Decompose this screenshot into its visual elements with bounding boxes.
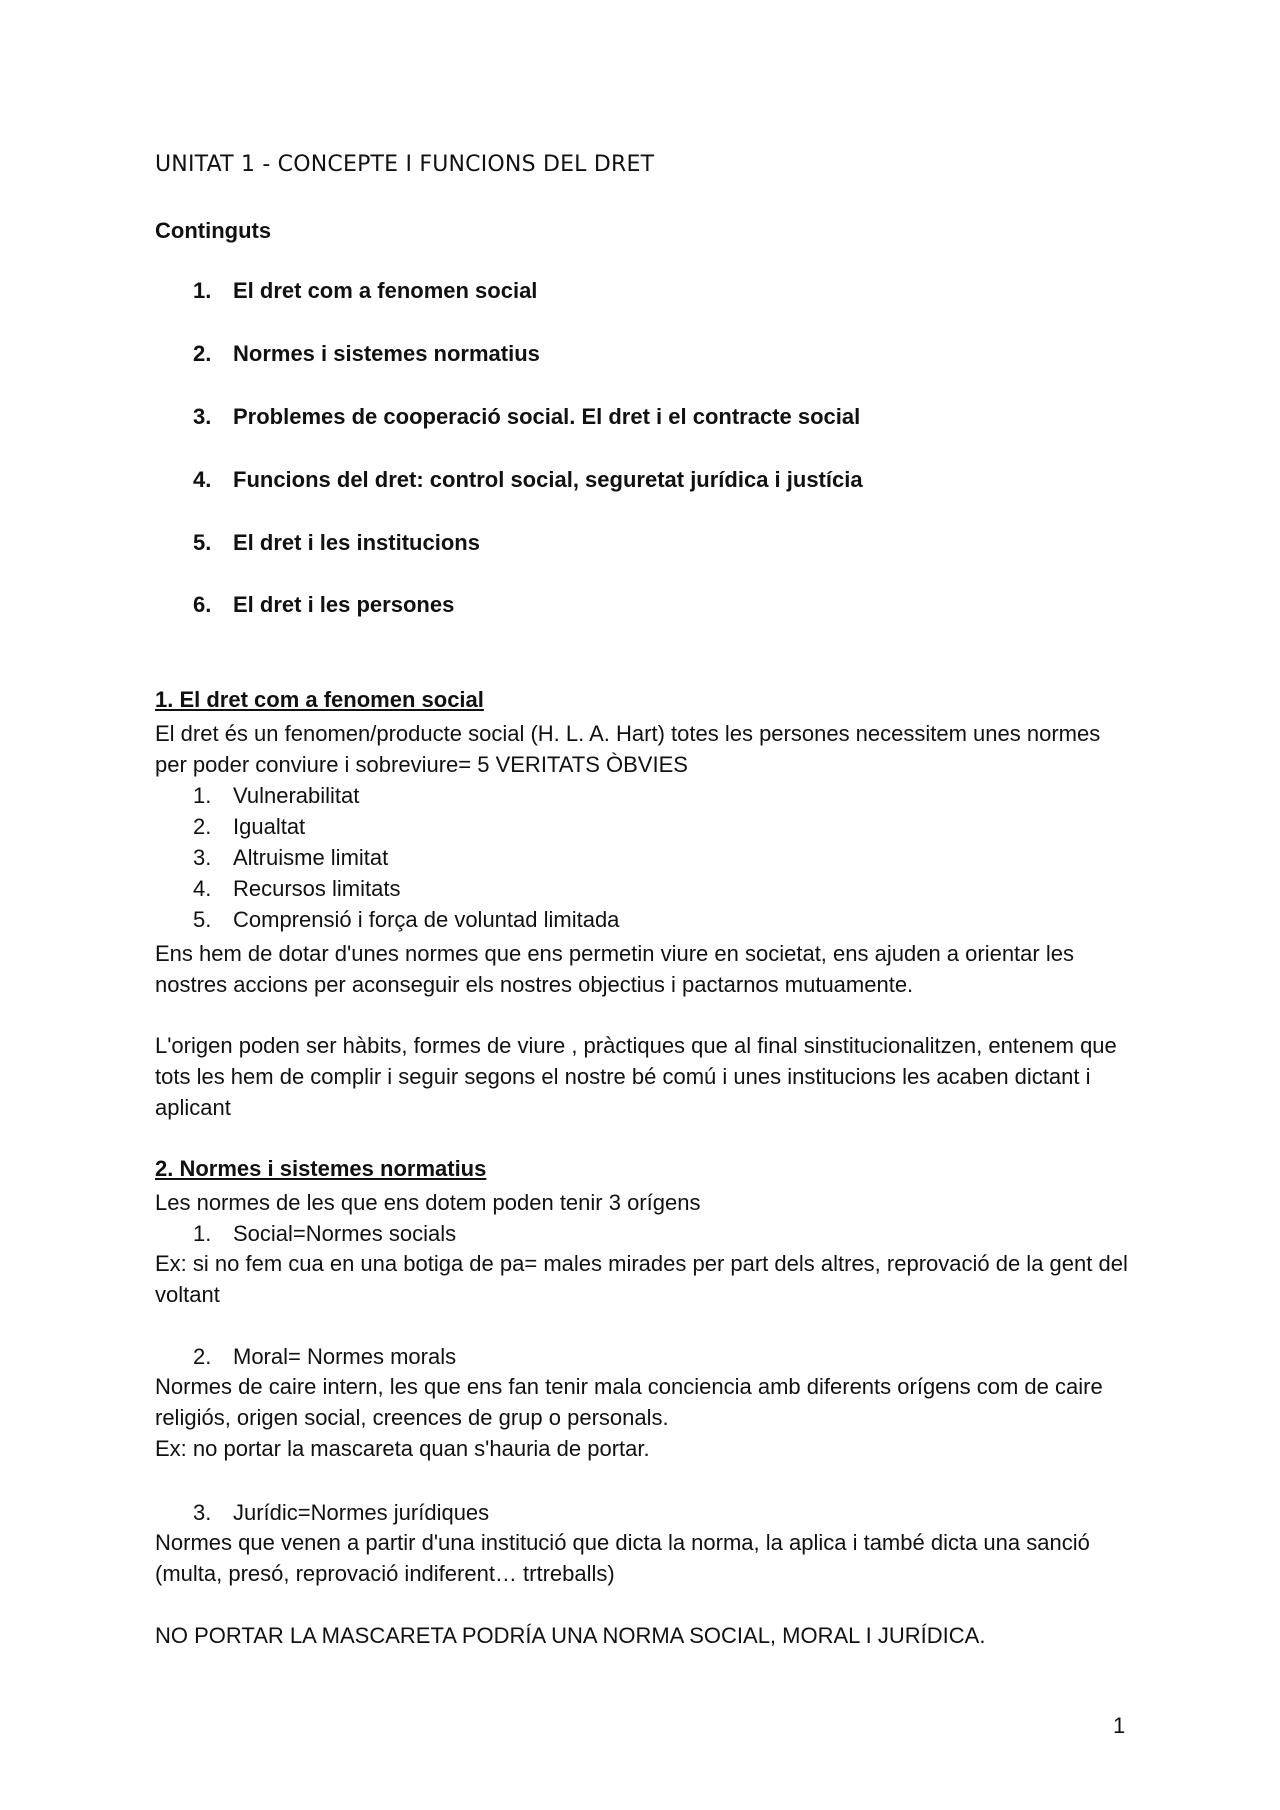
document-title: UNITAT 1 - CONCEPTE I FUNCIONS DEL DRET <box>155 152 655 177</box>
list-item: 1. Vulnerabilitat <box>193 783 360 808</box>
contents-heading: Continguts <box>155 218 272 243</box>
list-item: 4. Recursos limitats <box>193 876 401 901</box>
section2-intro: Les normes de les que ens dotem poden tenir 3 orígens <box>155 1190 701 1215</box>
section2-paragraph: Normes que venen a partir d'una institució que dicta la norma, la aplica i també dicta una sanció (multa, presó, reprovació indiferent… trtreballs) <box>155 1530 1090 1586</box>
list-item: 1. Social=Normes socials <box>193 1221 457 1246</box>
section1-paragraph: L'origen poden ser hàbits, formes de viure , pràctiques que al final sinstitucionalitzen, entenem que tots les hem de complir i seguir segons el nostre bé comú i unes institucions les acaben dictant i aplicant <box>155 1033 1117 1120</box>
list-item: 3. Jurídic=Normes jurídiques <box>193 1500 490 1525</box>
section1-paragraph: Ens hem de dotar d'unes normes que ens permetin viure en societat, ens ajuden a orientar les nostres accions per aconseguir els nostres objectius i pactarnos mutuamente. <box>155 941 1074 997</box>
section2-example: Ex: no portar la mascareta quan s'hauria de portar. <box>155 1436 650 1461</box>
list-item: 5. Comprensió i força de voluntad limitada <box>193 907 620 932</box>
toc-item: 5. El dret i les institucions <box>193 530 480 555</box>
list-item: 2. Moral= Normes morals <box>193 1344 457 1369</box>
section-heading: 1. El dret com a fenomen social <box>155 687 484 712</box>
toc-item: 6. El dret i les persones <box>193 592 455 617</box>
list-item: 2. Igualtat <box>193 814 306 839</box>
section2-example: Ex: si no fem cua en una botiga de pa= males mirades per part dels altres, reprovació de la gent del voltant <box>155 1251 1128 1307</box>
page-number: 1 <box>1113 1713 1126 1738</box>
conclusion: NO PORTAR LA MASCARETA PODRÍA UNA NORMA SOCIAL, MORAL I JURÍDICA. <box>155 1623 986 1648</box>
toc-item: 3. Problemes de cooperació social. El dret i el contracte social <box>193 404 861 429</box>
list-item: 3. Altruisme limitat <box>193 845 389 870</box>
toc-item: 4. Funcions del dret: control social, seguretat jurídica i justícia <box>193 467 863 492</box>
toc-item: 2. Normes i sistemes normatius <box>193 341 540 366</box>
section2-paragraph: Normes de caire intern, les que ens fan tenir mala conciencia amb diferents orígens com de caire religiós, origen social, creences de grup o personals. <box>155 1374 1103 1430</box>
toc-item: 1. El dret com a fenomen social <box>193 278 538 303</box>
section-heading: 2. Normes i sistemes normatius <box>155 1156 487 1181</box>
section1-intro: El dret és un fenomen/producte social (H. L. A. Hart) totes les persones necessitem unes normes per poder conviure i sobreviure= 5 VERITATS ÒBVIES <box>155 721 1101 777</box>
